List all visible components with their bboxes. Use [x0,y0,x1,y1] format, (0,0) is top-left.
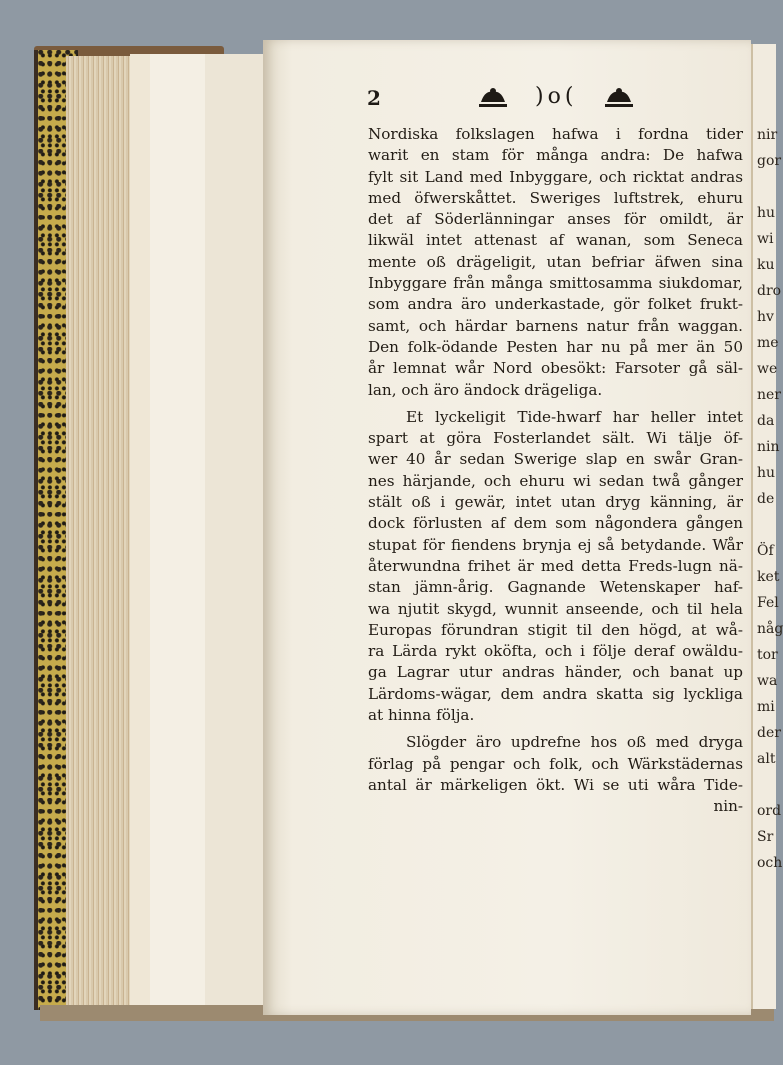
catchword: nin- [713,797,743,816]
text-line: Den folk-ödande Pesten har nu på mer än 50 [368,337,743,356]
next-page-fragment: ord [757,803,782,819]
text-line: mente oß drägeligit, utan befriar äfwen sina [368,252,743,271]
next-page-fragment: wi [757,231,774,247]
crown-ornament-icon [477,86,509,110]
paragraph [368,732,743,796]
text-line: ga Lagrar utur andras händer, och banat up [368,663,743,682]
text-line: Inbyggare från många smittosamma siukdomar, [368,274,743,293]
next-page-fragment: gor [757,153,782,169]
text-line: at hinna följa. [368,706,475,725]
next-page-fragment: någ [757,621,783,637]
paragraph [368,407,743,726]
text-line: ra Lärda rykt oköfta, och i följe deraf owäldu- [368,642,743,661]
text-line: lan, och äro ändock drägeliga. [368,380,603,399]
next-page-fragment: ku [757,257,775,273]
leaf [205,54,266,1014]
text-line: Lärdoms-wägar, dem andra skatta sig lyckliga [368,684,743,703]
text-line: år lemnat wår Nord obesökt: Farsoter gå säl- [368,359,743,378]
text-line: wer 40 år sedan Swerige slap en swår Gran- [368,450,743,469]
text-line: stupat för fiendens brynja ej så betydande. Wår [368,535,743,554]
header-ornament: )o( [535,84,578,109]
next-page-fragment: me [757,335,779,351]
next-page-fragment: alt [757,751,776,767]
next-page-fragment [753,174,776,200]
next-page-edge [751,44,783,1009]
text-line: det af Söderlänningar anses för omildt, är [368,210,743,229]
text-line: Europas förundran stigit til den högd, at wå- [368,620,743,639]
next-page-fragment [753,772,776,798]
crown-ornament-icon [603,86,635,110]
next-page-fragment: mi [757,699,775,715]
text-line: förlag på pengar och folk, och Wärkstädernas [368,754,743,773]
text-line: Slögder äro updrefne hos oß med dryga [406,733,743,752]
next-page-fragment: dro [757,283,782,299]
text-line: wa njutit skygd, wunnit anseende, och til hela [368,599,743,618]
next-page-fragment: ket [757,569,780,585]
text-line: spart at göra Fosterlandet sält. Wi tälje öf- [368,429,743,448]
next-page-fragment: Öf [757,543,774,559]
next-page-fragment: hu [757,465,776,481]
paragraph [368,124,743,401]
text-line: som andra äro underkastade, gör folket frukt- [368,295,743,314]
body-text [368,124,743,818]
next-page-fragment: de [757,491,775,507]
text-line: samt, och härdar barnens natur från waggan. [368,316,743,335]
page-number: 2 [367,86,381,110]
text-line: nes härjande, och ehuru wi sedan twå gånger [368,471,743,490]
running-header [367,84,747,114]
next-page-fragment: nin [757,439,780,455]
next-page-fragment: hu [757,205,776,221]
next-page-fragment: ner [757,387,781,403]
text-line: warit en stam för många andra: De hafwa [368,146,743,165]
text-line: likwäl intet attenast af wanan, som Seneca [368,231,743,250]
next-page-fragment: nir [757,127,778,143]
text-line: antal är märkeligen ökt. Wi se uti wåra Tide- [368,775,743,794]
text-line: med öfwerskåttet. Sweriges luftstrek, ehuru [368,188,743,207]
next-page-fragment: och [757,855,783,871]
next-page-fragment: da [757,413,775,429]
next-page-fragment: we [757,361,778,377]
text-line: Et lyckeligit Tide-hwarf har heller intet [406,407,743,426]
text-line: dock förlusten af dem som någondera gången [368,514,743,533]
text-line: fylt sit Land med Inbyggare, och ricktat andras [368,167,743,186]
text-line: Nordiska folkslagen hafwa i fordna tider [368,125,743,143]
next-page-fragment: Fel [757,595,779,611]
next-page-fragment [753,512,776,538]
text-line: stält oß i gewär, intet utan dryg känning, är [368,493,743,512]
next-page-fragment: hv [757,309,774,325]
next-page-fragment: Sr [757,829,774,845]
text-line: återwundna frihet är med detta Freds-lugn nä- [368,556,743,575]
next-page-fragment: wa [757,673,778,689]
next-page-fragment: der [757,725,781,741]
text-line: stan jämn-årig. Gagnande Wetenskaper haf- [368,578,743,597]
next-page-fragment: tor [757,647,778,663]
